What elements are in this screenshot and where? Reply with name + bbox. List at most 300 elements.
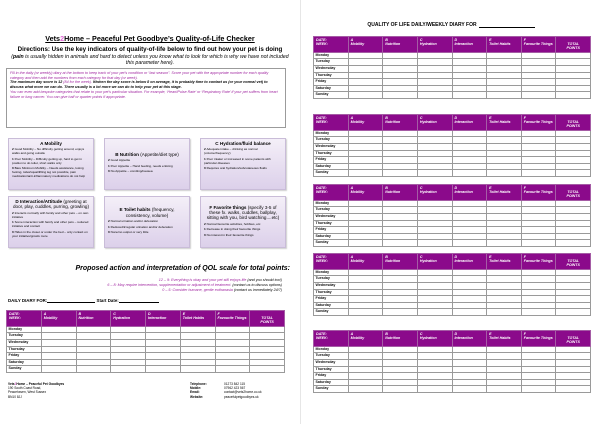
score-cell-f[interactable] — [521, 52, 556, 59]
total-points-cell[interactable] — [556, 207, 591, 214]
score-cell-f[interactable] — [215, 346, 250, 353]
score-cell-e[interactable] — [487, 220, 522, 227]
score-cell-f[interactable] — [521, 227, 556, 234]
score-cell-f[interactable] — [521, 150, 556, 157]
score-cell-c[interactable] — [417, 66, 452, 73]
score-cell-f[interactable] — [521, 200, 556, 207]
score-cell-f[interactable] — [521, 130, 556, 137]
total-points-cell[interactable] — [556, 157, 591, 164]
score-cell-a[interactable] — [348, 137, 383, 144]
score-cell-f[interactable] — [521, 302, 556, 309]
score-cell-b[interactable] — [383, 150, 418, 157]
score-cell-d[interactable] — [452, 52, 487, 59]
score-cell-f[interactable] — [521, 276, 556, 283]
total-points-cell[interactable] — [556, 283, 591, 290]
score-cell-a[interactable] — [41, 340, 76, 347]
score-cell-d[interactable] — [452, 276, 487, 283]
score-cell-f[interactable] — [521, 283, 556, 290]
total-points-cell[interactable] — [556, 240, 591, 247]
score-cell-b[interactable] — [383, 59, 418, 66]
score-cell-c[interactable] — [417, 59, 452, 66]
total-points-cell[interactable] — [250, 346, 285, 353]
score-cell-e[interactable] — [487, 269, 522, 276]
score-cell-e[interactable] — [487, 283, 522, 290]
start-date-field[interactable] — [119, 302, 159, 303]
score-cell-d[interactable] — [452, 163, 487, 170]
score-cell-c[interactable] — [417, 137, 452, 144]
score-cell-d[interactable] — [452, 302, 487, 309]
score-cell-d[interactable] — [452, 353, 487, 360]
score-cell-c[interactable] — [417, 269, 452, 276]
score-cell-b[interactable] — [383, 66, 418, 73]
pet-name-field[interactable] — [47, 302, 95, 303]
score-cell-a[interactable] — [348, 200, 383, 207]
category-score-item: 1 Reduced/irregular urination and/or defecation — [108, 224, 173, 229]
score-cell-a[interactable] — [348, 59, 383, 66]
score-cell-d[interactable] — [146, 340, 181, 347]
score-cell-b[interactable] — [383, 289, 418, 296]
total-points-cell[interactable] — [556, 170, 591, 177]
score-cell-b[interactable] — [383, 366, 418, 373]
score-cell-f[interactable] — [215, 333, 250, 340]
total-points-cell[interactable] — [556, 200, 591, 207]
score-cell-b[interactable] — [383, 137, 418, 144]
score-cell-f[interactable] — [521, 207, 556, 214]
score-cell-c[interactable] — [417, 72, 452, 79]
total-points-cell[interactable] — [556, 366, 591, 373]
score-cell-b[interactable] — [383, 207, 418, 214]
score-cell-b[interactable] — [383, 269, 418, 276]
score-cell-e[interactable] — [487, 240, 522, 247]
score-cell-d[interactable] — [452, 207, 487, 214]
score-cell-c[interactable] — [417, 366, 452, 373]
score-cell-b[interactable] — [383, 214, 418, 221]
total-points-cell[interactable] — [556, 346, 591, 353]
score-cell-f[interactable] — [521, 386, 556, 393]
score-cell-c[interactable] — [417, 379, 452, 386]
score-cell-a[interactable] — [348, 207, 383, 214]
score-cell-f[interactable] — [521, 144, 556, 151]
score-cell-d[interactable] — [452, 269, 487, 276]
score-cell-e[interactable] — [487, 144, 522, 151]
score-cell-e[interactable] — [487, 157, 522, 164]
total-points-cell[interactable] — [556, 289, 591, 296]
score-cell-c[interactable] — [417, 92, 452, 99]
score-cell-f[interactable] — [215, 353, 250, 360]
score-cell-d[interactable] — [452, 379, 487, 386]
score-cell-e[interactable] — [487, 373, 522, 380]
score-cell-b[interactable] — [76, 346, 111, 353]
score-cell-b[interactable] — [383, 373, 418, 380]
score-cell-b[interactable] — [383, 302, 418, 309]
score-cell-d[interactable] — [452, 137, 487, 144]
score-cell-d[interactable] — [146, 366, 181, 373]
score-cell-f[interactable] — [521, 59, 556, 66]
score-cell-c[interactable] — [417, 85, 452, 92]
score-cell-f[interactable] — [521, 92, 556, 99]
score-cell-d[interactable] — [452, 66, 487, 73]
score-cell-a[interactable] — [41, 353, 76, 360]
score-cell-d[interactable] — [452, 214, 487, 221]
score-cell-c[interactable] — [417, 207, 452, 214]
score-cell-c[interactable] — [417, 214, 452, 221]
score-cell-b[interactable] — [383, 144, 418, 151]
score-cell-a[interactable] — [348, 360, 383, 367]
score-cell-f[interactable] — [521, 353, 556, 360]
score-cell-d[interactable] — [452, 360, 487, 367]
score-cell-c[interactable] — [111, 353, 146, 360]
score-cell-d[interactable] — [452, 289, 487, 296]
score-cell-c[interactable] — [417, 283, 452, 290]
total-points-cell[interactable] — [556, 214, 591, 221]
score-cell-a[interactable] — [348, 379, 383, 386]
score-cell-a[interactable] — [348, 157, 383, 164]
score-cell-d[interactable] — [452, 309, 487, 316]
score-cell-e[interactable] — [180, 359, 215, 366]
score-cell-e[interactable] — [487, 66, 522, 73]
score-cell-e[interactable] — [487, 366, 522, 373]
score-cell-b[interactable] — [383, 52, 418, 59]
score-cell-c[interactable] — [417, 276, 452, 283]
score-cell-b[interactable] — [383, 353, 418, 360]
score-cell-c[interactable] — [417, 296, 452, 303]
score-cell-f[interactable] — [521, 66, 556, 73]
directions-heading: Directions: Use the key indicators of quality-of-life below to find out how your pet is doing — [17, 46, 283, 53]
score-cell-e[interactable] — [487, 207, 522, 214]
score-cell-c[interactable] — [111, 333, 146, 340]
score-cell-f[interactable] — [215, 340, 250, 347]
total-points-cell[interactable] — [556, 137, 591, 144]
total-points-cell[interactable] — [556, 269, 591, 276]
score-cell-c[interactable] — [417, 157, 452, 164]
score-cell-e[interactable] — [487, 79, 522, 86]
score-cell-e[interactable] — [487, 200, 522, 207]
score-cell-e[interactable] — [487, 233, 522, 240]
score-cell-f[interactable] — [215, 326, 250, 333]
score-cell-f[interactable] — [521, 379, 556, 386]
score-cell-a[interactable] — [41, 333, 76, 340]
score-cell-c[interactable] — [417, 309, 452, 316]
score-cell-f[interactable] — [521, 79, 556, 86]
score-cell-d[interactable] — [452, 386, 487, 393]
score-cell-f[interactable] — [521, 163, 556, 170]
score-cell-e[interactable] — [487, 346, 522, 353]
score-cell-b[interactable] — [383, 170, 418, 177]
score-cell-f[interactable] — [521, 214, 556, 221]
total-points-cell[interactable] — [250, 333, 285, 340]
score-cell-a[interactable] — [348, 52, 383, 59]
score-cell-d[interactable] — [452, 240, 487, 247]
score-cell-f[interactable] — [521, 240, 556, 247]
score-cell-a[interactable] — [348, 170, 383, 177]
total-points-cell[interactable] — [556, 379, 591, 386]
score-cell-a[interactable] — [348, 296, 383, 303]
score-cell-f[interactable] — [521, 269, 556, 276]
score-cell-f[interactable] — [215, 366, 250, 373]
score-cell-d[interactable] — [452, 220, 487, 227]
score-cell-f[interactable] — [521, 309, 556, 316]
total-points-cell[interactable] — [556, 52, 591, 59]
score-cell-a[interactable] — [348, 227, 383, 234]
score-cell-a[interactable] — [348, 289, 383, 296]
score-cell-e[interactable] — [487, 386, 522, 393]
score-cell-c[interactable] — [417, 240, 452, 247]
score-cell-b[interactable] — [383, 130, 418, 137]
score-cell-b[interactable] — [76, 366, 111, 373]
score-cell-e[interactable] — [487, 163, 522, 170]
score-cell-d[interactable] — [452, 130, 487, 137]
score-cell-c[interactable] — [111, 340, 146, 347]
score-cell-b[interactable] — [383, 309, 418, 316]
score-cell-c[interactable] — [417, 163, 452, 170]
score-cell-b[interactable] — [383, 240, 418, 247]
score-cell-d[interactable] — [452, 346, 487, 353]
score-cell-a[interactable] — [348, 66, 383, 73]
score-cell-e[interactable] — [487, 379, 522, 386]
score-cell-c[interactable] — [111, 346, 146, 353]
score-cell-c[interactable] — [111, 366, 146, 373]
score-cell-b[interactable] — [383, 386, 418, 393]
total-points-cell[interactable] — [250, 326, 285, 333]
total-points-cell[interactable] — [556, 296, 591, 303]
score-cell-b[interactable] — [383, 346, 418, 353]
score-cell-e[interactable] — [180, 333, 215, 340]
score-cell-a[interactable] — [348, 346, 383, 353]
score-cell-a[interactable] — [348, 269, 383, 276]
score-cell-d[interactable] — [452, 373, 487, 380]
total-points-cell[interactable] — [556, 85, 591, 92]
score-cell-d[interactable] — [452, 200, 487, 207]
total-points-cell[interactable] — [556, 233, 591, 240]
score-cell-e[interactable] — [487, 85, 522, 92]
score-cell-b[interactable] — [76, 359, 111, 366]
score-cell-d[interactable] — [452, 92, 487, 99]
score-cell-e[interactable] — [180, 326, 215, 333]
score-cell-f[interactable] — [521, 85, 556, 92]
score-cell-f[interactable] — [521, 72, 556, 79]
score-cell-e[interactable] — [487, 360, 522, 367]
score-cell-f[interactable] — [521, 346, 556, 353]
total-points-cell[interactable] — [556, 302, 591, 309]
score-cell-b[interactable] — [383, 220, 418, 227]
score-cell-b[interactable] — [383, 227, 418, 234]
score-cell-c[interactable] — [417, 200, 452, 207]
score-cell-d[interactable] — [452, 233, 487, 240]
score-cell-b[interactable] — [383, 233, 418, 240]
score-cell-e[interactable] — [487, 150, 522, 157]
total-points-cell[interactable] — [556, 373, 591, 380]
total-points-cell[interactable] — [556, 163, 591, 170]
total-points-cell[interactable] — [556, 360, 591, 367]
score-cell-b[interactable] — [383, 283, 418, 290]
score-cell-e[interactable] — [487, 276, 522, 283]
score-cell-a[interactable] — [348, 163, 383, 170]
score-cell-d[interactable] — [452, 72, 487, 79]
score-cell-d[interactable] — [452, 85, 487, 92]
total-points-cell[interactable] — [556, 276, 591, 283]
score-cell-a[interactable] — [348, 233, 383, 240]
total-points-cell[interactable] — [556, 72, 591, 79]
score-cell-c[interactable] — [417, 302, 452, 309]
score-cell-b[interactable] — [76, 353, 111, 360]
score-cell-d[interactable] — [146, 359, 181, 366]
score-cell-f[interactable] — [521, 360, 556, 367]
score-cell-d[interactable] — [452, 144, 487, 151]
total-points-cell[interactable] — [556, 309, 591, 316]
total-points-cell[interactable] — [556, 59, 591, 66]
score-cell-d[interactable] — [452, 366, 487, 373]
score-cell-d[interactable] — [452, 170, 487, 177]
total-points-cell[interactable] — [556, 150, 591, 157]
score-cell-f[interactable] — [521, 296, 556, 303]
score-cell-c[interactable] — [111, 359, 146, 366]
score-cell-b[interactable] — [76, 326, 111, 333]
total-points-cell[interactable] — [250, 340, 285, 347]
score-cell-d[interactable] — [146, 346, 181, 353]
score-cell-f[interactable] — [521, 220, 556, 227]
total-points-cell[interactable] — [556, 353, 591, 360]
score-cell-b[interactable] — [383, 72, 418, 79]
score-cell-c[interactable] — [417, 52, 452, 59]
score-cell-b[interactable] — [383, 296, 418, 303]
score-cell-b[interactable] — [383, 360, 418, 367]
score-cell-a[interactable] — [348, 130, 383, 137]
score-cell-d[interactable] — [452, 283, 487, 290]
score-cell-a[interactable] — [348, 386, 383, 393]
total-points-cell[interactable] — [556, 144, 591, 151]
day-label: Saturday — [314, 379, 349, 386]
score-cell-d[interactable] — [452, 59, 487, 66]
score-cell-a[interactable] — [348, 309, 383, 316]
total-points-cell[interactable] — [556, 386, 591, 393]
score-cell-a[interactable] — [41, 366, 76, 373]
score-cell-a[interactable] — [348, 144, 383, 151]
score-cell-f[interactable] — [521, 137, 556, 144]
score-cell-d[interactable] — [452, 227, 487, 234]
score-cell-b[interactable] — [383, 276, 418, 283]
score-cell-b[interactable] — [383, 85, 418, 92]
score-cell-d[interactable] — [452, 296, 487, 303]
score-cell-a[interactable] — [41, 346, 76, 353]
score-cell-c[interactable] — [417, 227, 452, 234]
score-cell-b[interactable] — [383, 79, 418, 86]
score-cell-a[interactable] — [41, 359, 76, 366]
score-cell-e[interactable] — [487, 92, 522, 99]
score-cell-e[interactable] — [180, 346, 215, 353]
score-cell-b[interactable] — [383, 163, 418, 170]
score-cell-e[interactable] — [487, 59, 522, 66]
score-cell-f[interactable] — [521, 373, 556, 380]
score-cell-a[interactable] — [348, 373, 383, 380]
score-cell-a[interactable] — [348, 240, 383, 247]
score-cell-c[interactable] — [417, 130, 452, 137]
score-cell-b[interactable] — [383, 92, 418, 99]
score-cell-b[interactable] — [76, 340, 111, 347]
score-cell-b[interactable] — [383, 200, 418, 207]
score-cell-d[interactable] — [452, 79, 487, 86]
score-cell-e[interactable] — [180, 340, 215, 347]
score-cell-d[interactable] — [146, 353, 181, 360]
score-cell-e[interactable] — [487, 227, 522, 234]
total-points-cell[interactable] — [556, 92, 591, 99]
score-cell-a[interactable] — [348, 302, 383, 309]
score-cell-c[interactable] — [417, 79, 452, 86]
total-points-cell[interactable] — [556, 220, 591, 227]
score-cell-a[interactable] — [348, 85, 383, 92]
score-cell-a[interactable] — [348, 79, 383, 86]
score-cell-c[interactable] — [417, 233, 452, 240]
score-cell-e[interactable] — [487, 289, 522, 296]
score-cell-e[interactable] — [487, 353, 522, 360]
score-cell-e[interactable] — [487, 72, 522, 79]
score-cell-c[interactable] — [417, 346, 452, 353]
score-cell-a[interactable] — [348, 353, 383, 360]
score-cell-e[interactable] — [487, 137, 522, 144]
score-cell-a[interactable] — [348, 214, 383, 221]
total-points-cell[interactable] — [250, 359, 285, 366]
score-cell-c[interactable] — [417, 353, 452, 360]
score-cell-c[interactable] — [417, 170, 452, 177]
score-cell-e[interactable] — [487, 302, 522, 309]
score-cell-a[interactable] — [41, 326, 76, 333]
score-cell-d[interactable] — [146, 326, 181, 333]
score-cell-e[interactable] — [180, 366, 215, 373]
score-cell-f[interactable] — [521, 233, 556, 240]
total-points-cell[interactable] — [250, 353, 285, 360]
score-cell-a[interactable] — [348, 220, 383, 227]
score-cell-e[interactable] — [487, 296, 522, 303]
score-cell-c[interactable] — [417, 150, 452, 157]
score-cell-c[interactable] — [417, 373, 452, 380]
score-cell-b[interactable] — [383, 379, 418, 386]
score-cell-e[interactable] — [180, 353, 215, 360]
score-cell-c[interactable] — [417, 360, 452, 367]
score-cell-b[interactable] — [76, 333, 111, 340]
score-cell-e[interactable] — [487, 130, 522, 137]
score-cell-a[interactable] — [348, 276, 383, 283]
total-points-cell[interactable] — [556, 227, 591, 234]
score-cell-d[interactable] — [146, 333, 181, 340]
score-cell-c[interactable] — [111, 326, 146, 333]
score-cell-a[interactable] — [348, 92, 383, 99]
total-points-cell[interactable] — [250, 366, 285, 373]
score-cell-c[interactable] — [417, 220, 452, 227]
score-cell-a[interactable] — [348, 150, 383, 157]
diary-for-field[interactable] — [479, 27, 535, 28]
total-points-cell[interactable] — [556, 66, 591, 73]
score-cell-e[interactable] — [487, 214, 522, 221]
score-cell-f[interactable] — [521, 170, 556, 177]
score-cell-f[interactable] — [521, 289, 556, 296]
score-cell-e[interactable] — [487, 170, 522, 177]
score-cell-f[interactable] — [215, 359, 250, 366]
score-cell-a[interactable] — [348, 283, 383, 290]
score-cell-c[interactable] — [417, 386, 452, 393]
score-cell-c[interactable] — [417, 144, 452, 151]
score-cell-d[interactable] — [452, 150, 487, 157]
total-points-cell[interactable] — [556, 79, 591, 86]
total-points-cell[interactable] — [556, 130, 591, 137]
score-cell-f[interactable] — [521, 157, 556, 164]
score-cell-c[interactable] — [417, 289, 452, 296]
score-cell-d[interactable] — [452, 157, 487, 164]
score-cell-a[interactable] — [348, 72, 383, 79]
score-cell-e[interactable] — [487, 52, 522, 59]
score-cell-e[interactable] — [487, 309, 522, 316]
score-cell-a[interactable] — [348, 366, 383, 373]
score-cell-f[interactable] — [521, 366, 556, 373]
score-cell-b[interactable] — [383, 157, 418, 164]
